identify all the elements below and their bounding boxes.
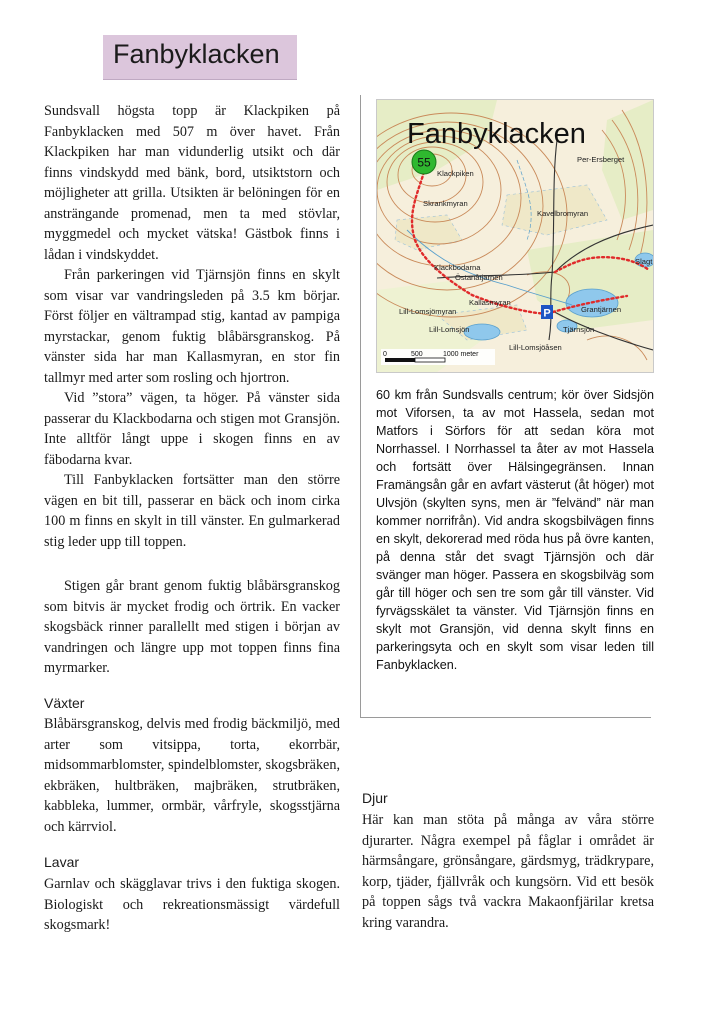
map-label-lill-lomsjomyran: Lill-Lomsjömyran (399, 307, 457, 316)
djur-heading: Djur (362, 790, 388, 806)
djur-section (362, 810, 654, 933)
intro-paragraph: Vid ”stora” vägen, ta höger. På vänster sida passerar du Klackbodarna och stigen mot Gransjön. Inte alltför långt uppe i skogen finns en av fäbodarna kvar. (44, 390, 340, 468)
vaxter-text: Blåbärsgranskog, delvis med frodig bäckmiljö, med arter som vitsippa, torta, ekorrbär, midsommarblomster, spindelblomster, skogsbräken, ekbräken, hultbräken, majbräken, strutbräken, kabbleka, lummer, ormbär, vårfryle, skogsstjärna och kärrviol. (44, 716, 340, 835)
map-label-kallasmyran: Kallasmyran (469, 298, 511, 307)
map-label-klackbodarna: Klackbodarna (434, 263, 481, 272)
box-bottom-rule (360, 717, 651, 718)
directions-text: 60 km från Sundsvalls centrum; kör över Sidsjön mot Viforsen, ta av mot Hassela, sedan mot Matfors i Sörfors för att sedan köra mot Norrhassel. I Norrhassel ta åter av mot Hassela och fortsätt över Hälsingegränsen. Innan Framängsån går en avfart västerut (åt höger) mot Ulvsjön (skylten syns, men är ”felvänd” när man kommer norrifrån). Vid andra skogsbilvägen finns en skylt, dekorerad med röda hus på övre kanten, på denna står det svagt Tjärnsjön och där svänger man höger. Passera en skogsbilväg som går till höger och sen tre som går till vänster. Vid fyrvägsskälet ta vänster. Vid Tjärnsjön finns en skylt mot Gransjön, vid denna skylt finns en parkeringsyta och en skylt som visar leden till Fanbyklacken. (376, 388, 654, 672)
page-title: Fanbyklacken (113, 39, 280, 69)
map-label-klackpiken: Klackpiken (437, 169, 474, 178)
map-label-ostanatjarnen: Östanåtjärnen (455, 273, 503, 282)
intro-paragraph: Sundsvall högsta topp är Klackpiken på Fanbyklacken med 507 m över havet. Från Klackpiken har man vidunderlig utsikt och där finns vindskydd med bänk, bord, utsiktstorn och möjligheter att grilla. Utsikten är belöningen för en ansträngande promenad, men ta med stövlar, myggmedel och mycket vätska! Gästbok finns i lådan i vindskyddet. (44, 103, 340, 263)
map-label-per-ersberget: Per-Ersberget (577, 155, 625, 164)
map-label-slagt: Slagt (635, 257, 653, 266)
map-label-tjarnsjon: Tjärnsjön (563, 325, 595, 334)
intro-paragraph: Stigen går brant genom fuktig blåbärsgranskog som bitvis är mycket frodig och örtrik. En vacker skogsbäck rinner parallellt med stigen i början av vandringen och längre upp mot toppen finns fina myrmarker. (44, 578, 340, 676)
map-label-kavelbromyran: Kavelbromyran (537, 209, 589, 218)
scale-zero: 0 (383, 351, 387, 358)
vaxter-section (44, 714, 340, 837)
lavar-heading: Lavar (44, 854, 80, 870)
map-label-skrankmyran: Skrankmyran (423, 199, 468, 208)
intro-paragraph: Till Fanbyklacken fortsätter man den större vägen en bit till, passerar en bäck och inom cirka 100 m finns en skylt in till vänster. En gulmarkerad stig leder upp till toppen. (44, 472, 340, 550)
trail-map (376, 99, 654, 373)
scale-mid: 500 (411, 351, 423, 358)
intro-section (44, 101, 340, 552)
intro-section-2 (44, 576, 340, 679)
djur-text: Här kan man stöta på många av våra större djurarter. Några exempel på fåglar i området är härmsångare, grönsångare, gärdsmyg, trädkrypare, korp, tjäder, fjällvråk och kungsörn. Vid ett besök på toppen sågs två vackra Makaonfjärilar kretsa kring varandra. (362, 812, 654, 931)
title-banner (103, 35, 297, 80)
lavar-text: Garnlav och skägglavar trivs i den fuktiga skogen. Biologiskt och rekreationsmässigt värdefull skogsmark! (44, 876, 340, 933)
intro-paragraph: Från parkeringen vid Tjärnsjön finns en skylt som visar var vandringsleden på 3.5 km börjar. Först följer en vältrampad stig, kantad av pampiga myrstackar, genom fuktig blåbärsgranskog. På vänster sida har man Kallasmyran, en stor fin tallmyr med arter som rosling och hjortron. (44, 267, 340, 386)
parking-label: P (543, 307, 551, 320)
map-graphic (377, 100, 653, 372)
map-label-lill-lomsjoasen: Lill-Lomsjöåsen (509, 343, 562, 352)
vaxter-heading: Växter (44, 695, 85, 711)
scale-end: 1000 meter (443, 351, 479, 358)
summit-marker-label: 55 (417, 155, 431, 170)
lavar-section (44, 874, 340, 936)
map-title: Fanbyklacken (407, 118, 586, 150)
map-label-lill-lomsjon: Lill-Lomsjön (429, 325, 470, 334)
map-label-grantjarnen: Grantjärnen (581, 305, 622, 314)
column-divider (360, 95, 361, 717)
